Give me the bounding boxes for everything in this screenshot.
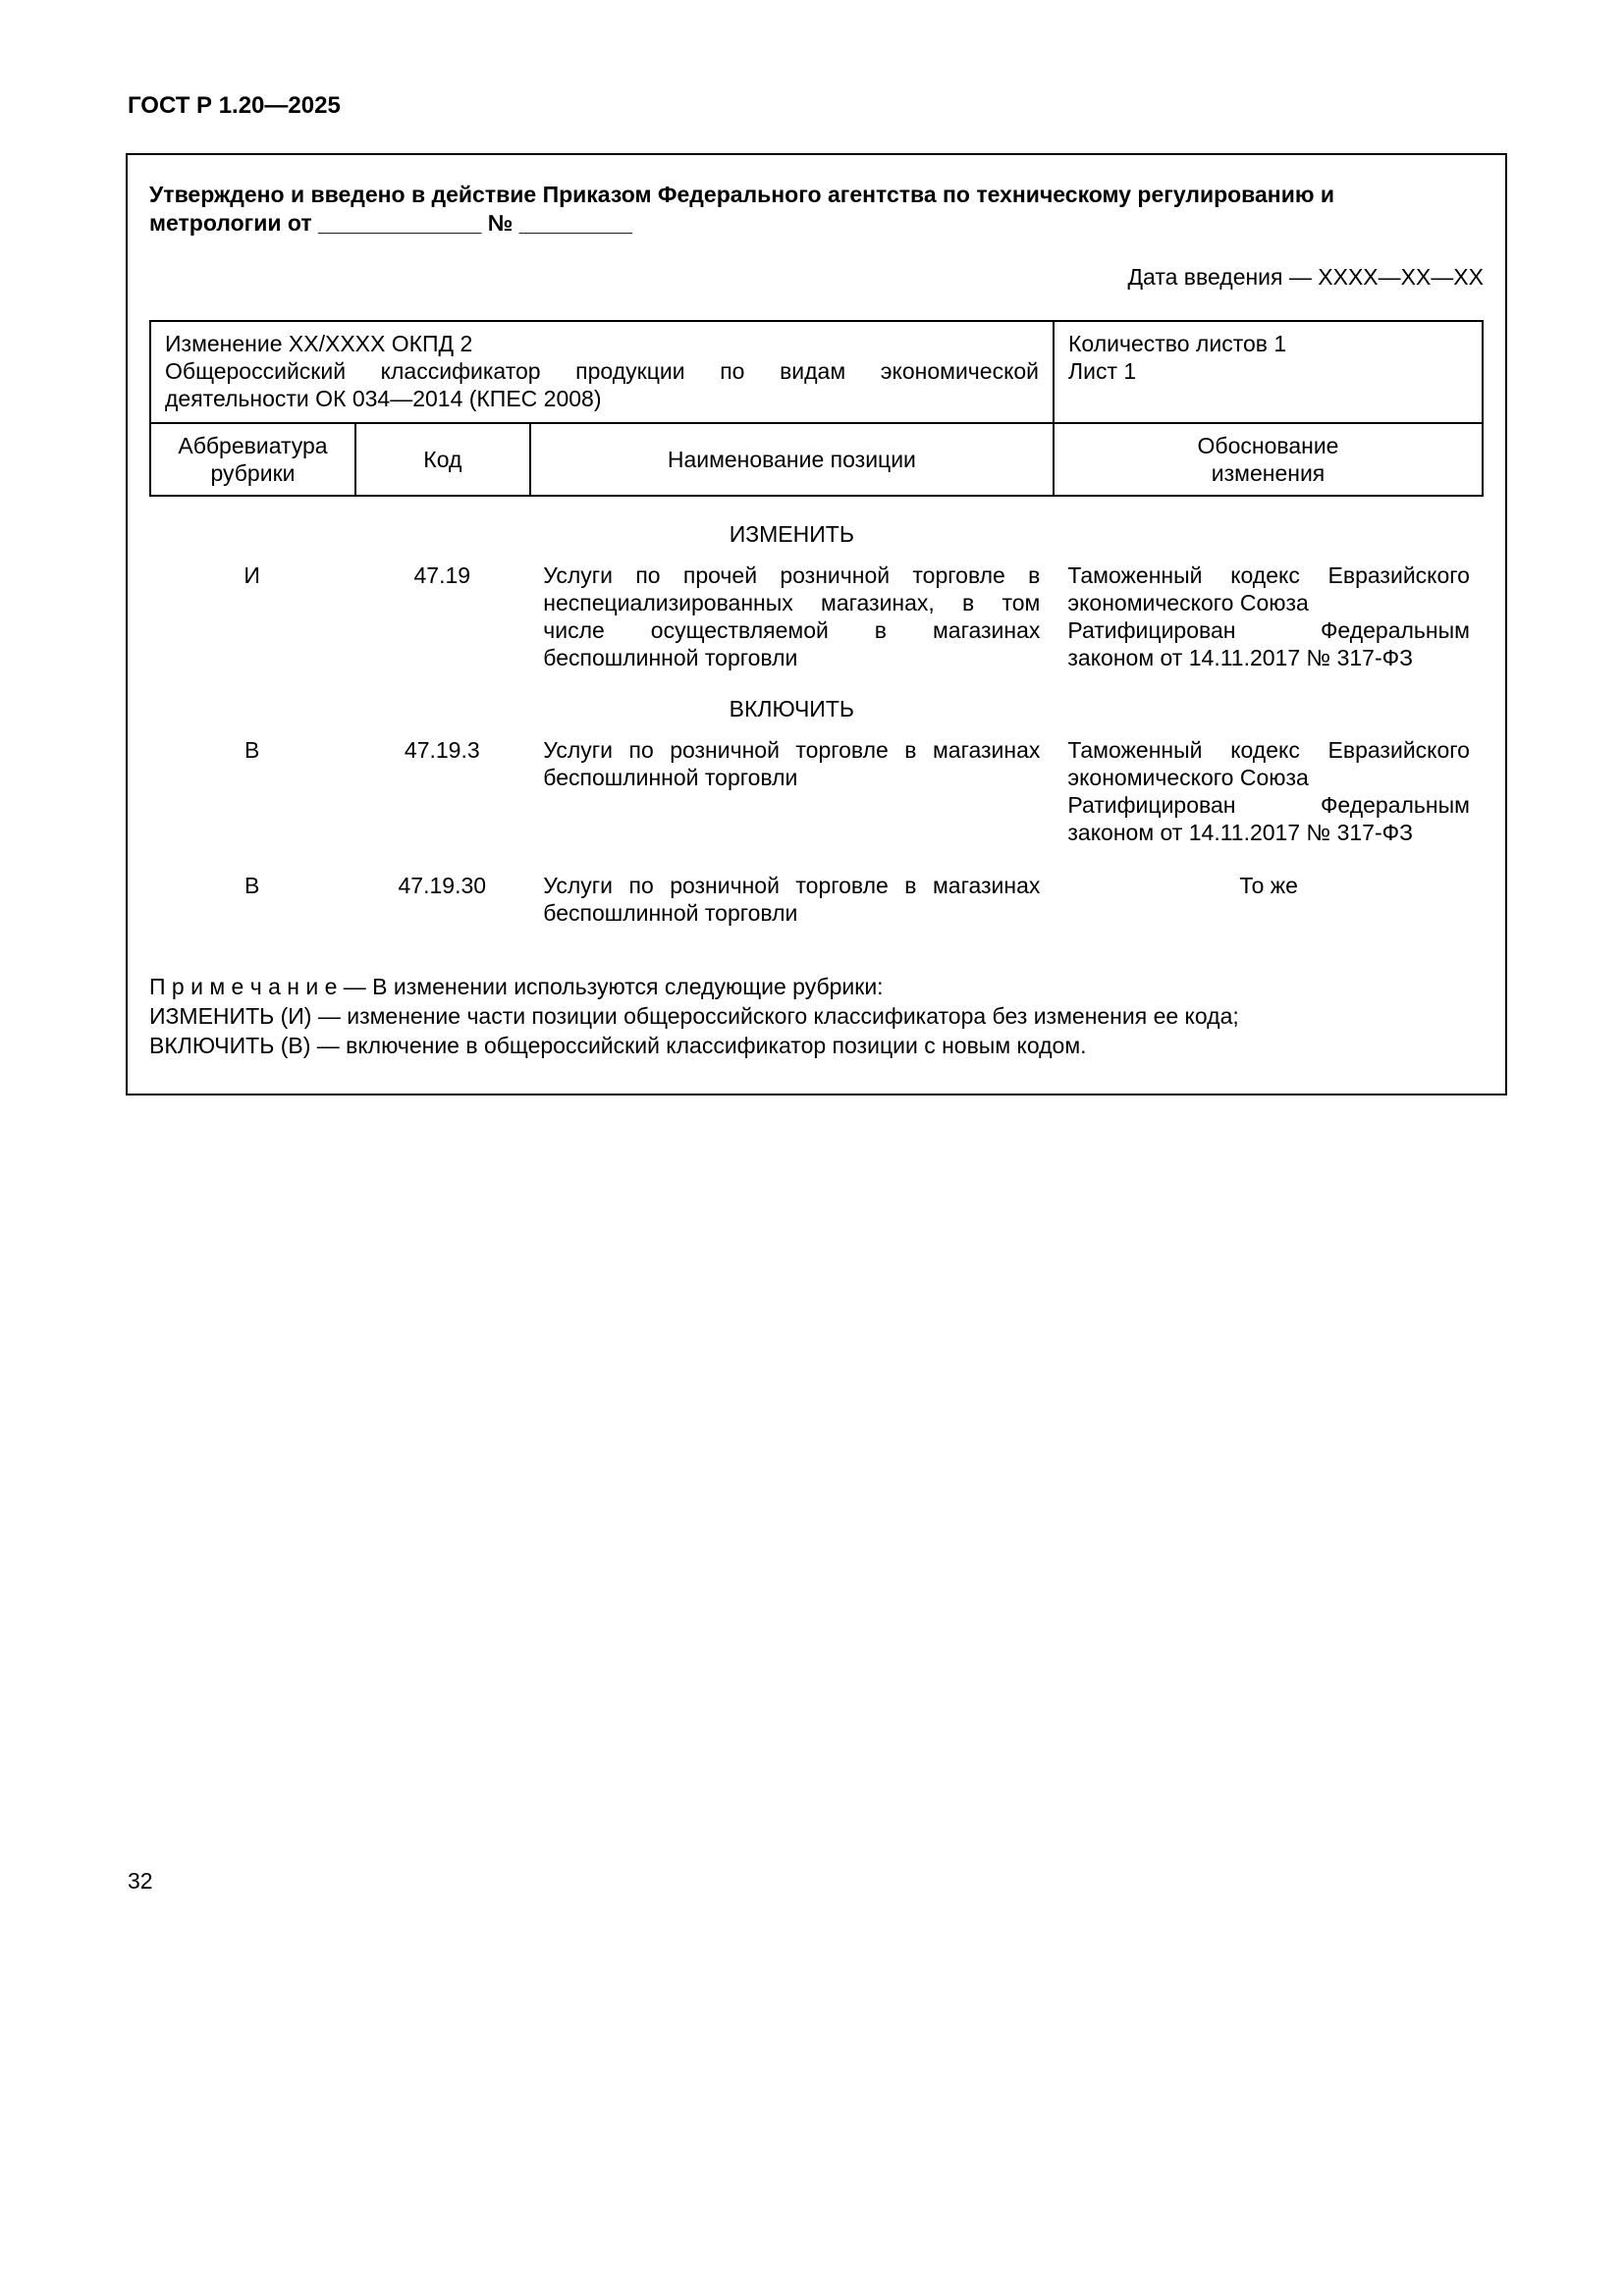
reason-paragraph-2: Ратифицирован Федеральным законом от 14.11.2017 № 317-ФЗ <box>1067 792 1470 845</box>
page-number: 32 <box>128 1868 153 1894</box>
change-reason-cell <box>1054 736 1484 846</box>
amendment-form-frame <box>126 153 1507 1095</box>
rubric-abbr-cell: В <box>244 873 260 898</box>
note-line-3: ВКЛЮЧИТЬ (В) — включение в общероссийский классификатор позиции с новым кодом. <box>149 1033 1087 1058</box>
position-code-cell: 47.19 <box>413 562 471 588</box>
reason-paragraph-2: Ратифицирован Федеральным законом от 14.11.2017 № 317-ФЗ <box>1067 617 1470 670</box>
amendment-row <box>149 561 1484 671</box>
column-header-abbreviation: Аббревиатура рубрики <box>150 423 355 496</box>
note-block <box>149 972 1484 1060</box>
section-heading: ИЗМЕНИТЬ <box>729 521 854 547</box>
column-header-position-name: Наименование позиции <box>530 423 1054 496</box>
sheet-number: Лист 1 <box>1068 358 1137 384</box>
column-header-code: Код <box>355 423 530 496</box>
standard-code: ГОСТ Р 1.20—2025 <box>128 92 341 119</box>
column-header-reason-label: Обоснование изменения <box>1197 433 1339 486</box>
position-name-cell: Услуги по розничной торговле в магазинах беспошлинной торговли <box>543 873 1041 926</box>
reason-paragraph-1: Таможенный кодекс Евразийского экономического Союза <box>1067 737 1470 790</box>
amendment-row <box>149 872 1484 927</box>
note-line-2: ИЗМЕНИТЬ (И) — изменение части позиции общероссийского классификатора без изменения ее кода; <box>149 1003 1239 1029</box>
sheet-count-cell <box>1054 321 1483 423</box>
change-reason-cell: То же <box>1239 873 1298 898</box>
position-code-cell: 47.19.3 <box>404 737 480 763</box>
rubric-abbr-cell: В <box>244 737 260 763</box>
position-code-cell: 47.19.30 <box>398 873 487 898</box>
rubric-abbr-cell: И <box>244 562 260 588</box>
section-heading: ВКЛЮЧИТЬ <box>729 696 854 721</box>
approval-text <box>149 181 1484 238</box>
section-heading-row-izmenit <box>149 520 1484 548</box>
reason-paragraph-1: Таможенный кодекс Евразийского экономического Союза <box>1067 562 1470 615</box>
note-line-1: П р и м е ч а н и е — В изменении используются следующие рубрики: <box>149 974 884 999</box>
approval-line-2: метрологии от _____________ № _________ <box>149 210 632 236</box>
amendment-table-header <box>149 320 1484 497</box>
table-title-row <box>150 321 1483 423</box>
approval-line-1: Утверждено и введено в действие Приказом Федерального агентства по техническому регулированию и <box>149 182 1335 207</box>
column-header-reason <box>1054 423 1483 496</box>
change-reason-cell <box>1054 561 1484 671</box>
sheet-count: Количество листов 1 <box>1068 331 1287 356</box>
amendment-row <box>149 736 1484 846</box>
position-name-cell: Услуги по прочей розничной торговле в неспециализированных магазинах, в том числе осуществляемой в магазинах беспошлинной торговли <box>543 562 1041 670</box>
position-name-cell: Услуги по розничной торговле в магазинах беспошлинной торговли <box>543 737 1041 790</box>
amendment-title-cell <box>150 321 1054 423</box>
column-header-row <box>150 423 1483 496</box>
introduction-date: Дата введения — XXXX—XX—XX <box>1127 264 1484 290</box>
amendment-number: Изменение XX/XXXX ОКПД 2 <box>165 331 473 356</box>
classifier-name: Общероссийский классификатор продукции по видам экономической деятельности ОК 034—2014 (КПЕС 2008) <box>165 358 1040 411</box>
section-heading-row-vklyuchit <box>149 695 1484 722</box>
